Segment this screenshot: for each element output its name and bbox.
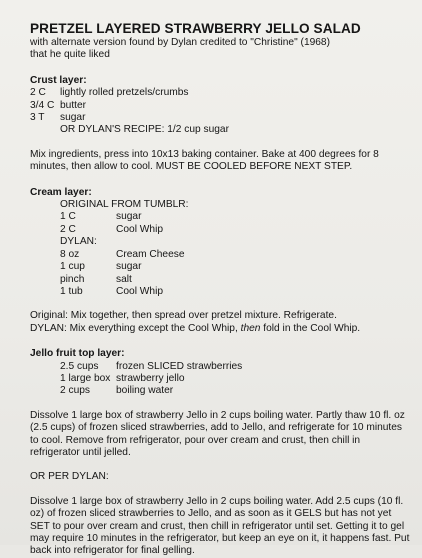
- ingredient-name: strawberry jello: [116, 372, 185, 384]
- original-label: ORIGINAL FROM TUMBLR:: [60, 199, 189, 211]
- ingredient-row: [30, 286, 410, 298]
- ingredient-qty: pinch: [60, 273, 85, 285]
- instruction-line: minutes, then allow to cool. MUST BE COOLED BEFORE NEXT STEP.: [30, 161, 353, 173]
- ingredient-qty: 1 large box: [60, 372, 111, 384]
- instruction-line: refrigerator until jelled.: [30, 446, 131, 458]
- instruction-line: to cool. Remove from refrigerator, pour over cream and crust, then chill in: [30, 434, 361, 446]
- dylan-crust-variant: OR DYLAN'S RECIPE: 1/2 cup sugar: [60, 124, 229, 136]
- ingredient-row: [30, 87, 410, 99]
- ingredient-name: frozen SLICED strawberries: [116, 360, 243, 372]
- ingredient-qty: 3/4 C: [30, 99, 55, 111]
- crust-ingredients: [30, 87, 410, 137]
- recipe-title: PRETZEL LAYERED STRAWBERRY JELLO SALAD: [30, 21, 361, 36]
- recipe-subtitle: [30, 37, 410, 62]
- ingredient-name: salt: [116, 273, 132, 285]
- instruction-line: SET to pour over cream and crust, then chill in refrigerator until set. Getting it to gel: [30, 520, 405, 532]
- ingredient-row: [30, 112, 410, 124]
- ingredient-qty: 2 C: [60, 223, 76, 235]
- instruction-line: back into refrigerator for final gelling.: [30, 545, 195, 557]
- ingredient-name: Cool Whip: [116, 285, 163, 297]
- ingredient-qty: 2.5 cups: [60, 360, 99, 372]
- jello-heading: Jello fruit top layer:: [30, 348, 125, 360]
- ingredient-name: sugar: [116, 211, 142, 223]
- ingredient-row: [30, 211, 410, 223]
- ingredient-qty: 8 oz: [60, 248, 80, 260]
- ingredient-qty: 1 tub: [60, 285, 83, 297]
- instruction-line: Mix ingredients, press into 10x13 baking container. Bake at 400 degrees for 8: [30, 148, 379, 160]
- subtitle-line: that he quite liked: [30, 49, 110, 61]
- dylan-jello-instructions: [30, 496, 410, 558]
- crust-instructions: [30, 149, 410, 174]
- instruction-text: fold in the Cool Whip.: [260, 322, 361, 334]
- ingredient-name: Cream Cheese: [116, 248, 185, 260]
- ingredient-row: [30, 361, 410, 373]
- ingredient-qty: 2 cups: [60, 385, 91, 397]
- crust-heading: Crust layer:: [30, 74, 87, 86]
- cream-instructions: [30, 310, 410, 335]
- ingredient-row: [30, 385, 410, 397]
- or-per-dylan: OR PER DYLAN:: [30, 471, 109, 483]
- ingredient-name: boiling water: [116, 385, 174, 397]
- ingredient-row: [30, 274, 410, 286]
- instruction-line: Dissolve 1 large box of strawberry Jello in 2 cups boiling water. Partly thaw 10 fl. oz: [30, 409, 405, 421]
- ingredient-row: [30, 100, 410, 112]
- dylan-label: DYLAN:: [60, 236, 97, 248]
- ingredient-qty: 1 C: [60, 211, 76, 223]
- cream-heading: Cream layer:: [30, 186, 92, 198]
- instruction-line: Dissolve 1 large box of strawberry Jello in 2 cups boiling water. Add 2.5 cups (10 fl.: [30, 495, 404, 507]
- subtitle-line: with alternate version found by Dylan credited to "Christine" (1968): [30, 37, 330, 48]
- ingredient-row: [30, 261, 410, 273]
- ingredient-name: sugar: [60, 112, 86, 124]
- emphasis-text: then: [240, 322, 261, 334]
- ingredient-qty: 2 C: [30, 87, 46, 99]
- jello-instructions: [30, 410, 410, 460]
- instruction-line: may require 10 minutes in the refrigerator, but keep an eye on it, it happens fast. Put: [30, 533, 410, 544]
- ingredient-name: butter: [60, 99, 87, 111]
- ingredient-name: Cool Whip: [116, 223, 163, 235]
- instruction-line: oz) of frozen sliced strawberries to Jello, and as soon as it GELS but has not yet: [30, 508, 392, 520]
- ingredient-row: [30, 224, 410, 236]
- ingredient-qty: 1 cup: [60, 261, 85, 273]
- ingredient-name: lightly rolled pretzels/crumbs: [60, 87, 189, 99]
- ingredient-row: [30, 373, 410, 385]
- ingredient-qty: 3 T: [30, 112, 45, 124]
- ingredient-name: sugar: [116, 261, 142, 273]
- instruction-line: [30, 323, 410, 335]
- instruction-text: DYLAN: Mix everything except the Cool Whip,: [30, 322, 241, 334]
- ingredient-row: [30, 249, 410, 261]
- instruction-line: (2.5 cups) of frozen sliced strawberries, add to Jello, and refrigerate for 10 minutes: [30, 422, 403, 434]
- instruction-line: Original: Mix together, then spread over pretzel mixture. Refrigerate.: [30, 310, 337, 322]
